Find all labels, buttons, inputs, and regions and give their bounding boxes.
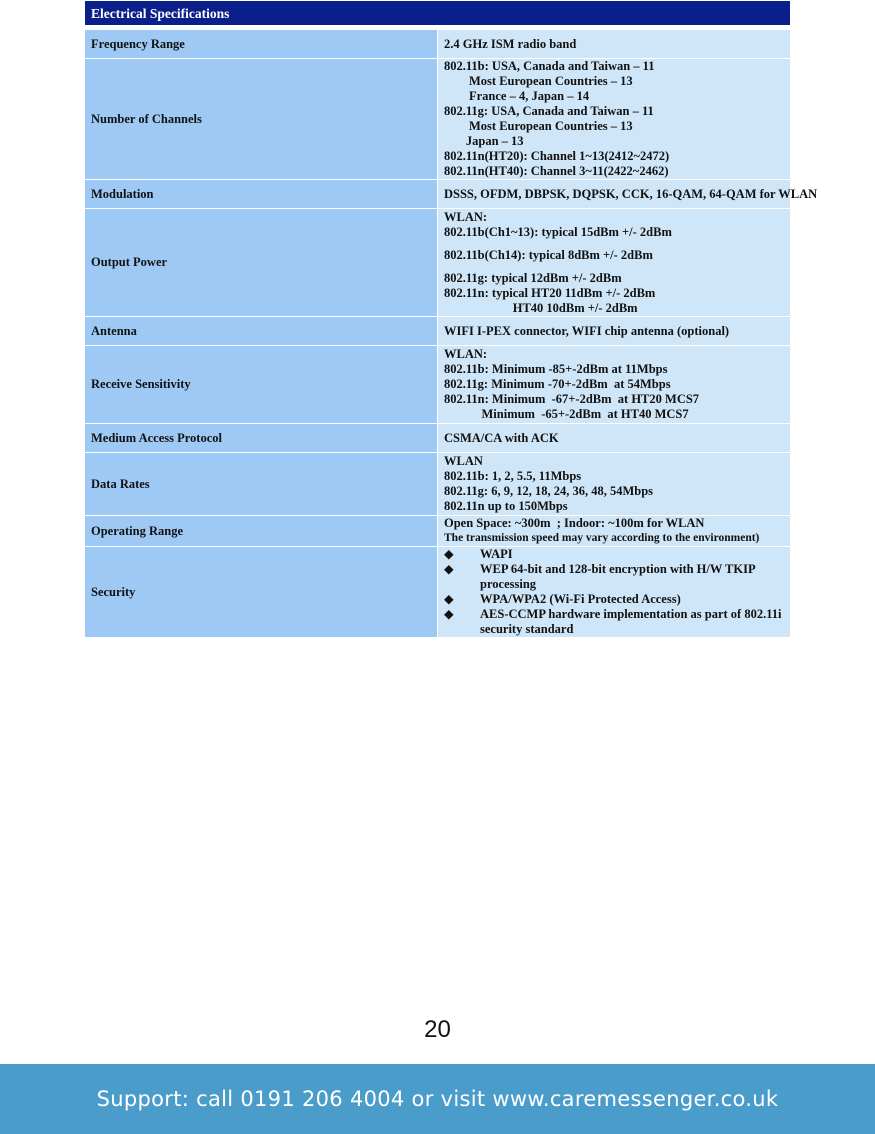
row-label: Security: [85, 547, 438, 638]
bullet-diamond-icon: ◆: [444, 607, 454, 621]
value-line: 2.4 GHz ISM radio band: [444, 36, 577, 51]
row-label: Receive Sensitivity: [85, 346, 438, 424]
electrical-specifications-table: [84, 0, 818, 638]
value-line: France – 4, Japan – 14: [444, 89, 590, 103]
page-number: 20: [424, 1016, 451, 1043]
value-line: WLAN: [444, 454, 483, 468]
row-label: Modulation: [85, 180, 438, 209]
list-item: [444, 592, 784, 607]
bullet-diamond-icon: ◆: [444, 592, 454, 606]
value-line: 802.11g: Minimum -70+-2dBm at 54Mbps: [444, 377, 671, 391]
bullet-diamond-icon: ◆: [444, 547, 454, 561]
table-row: [85, 453, 791, 516]
value-line: WIFI I-PEX connector, WIFI chip antenna (optional): [444, 323, 730, 338]
value-line: HT40 10dBm +/- 2dBm: [444, 300, 638, 315]
list-item: [444, 607, 784, 637]
table-row: [85, 317, 791, 346]
value-line: 802.11b(Ch14): typical 8dBm +/- 2dBm: [444, 247, 653, 262]
value-line: WLAN:: [444, 209, 488, 224]
table-row: [85, 180, 791, 209]
value-line: Japan – 13: [444, 134, 524, 148]
value-line: CSMA/CA with ACK: [444, 430, 559, 445]
bullet-text: AES-CCMP hardware implementation as part of 802.11i security standard: [480, 607, 782, 636]
row-value: [438, 30, 791, 59]
value-line: 802.11b(Ch1~13): typical 15dBm +/- 2dBm: [444, 224, 672, 239]
value-line: The transmission speed may vary according to the environment): [444, 532, 760, 544]
value-line: WLAN:: [444, 347, 488, 361]
row-label: Number of Channels: [85, 59, 438, 180]
row-label: Frequency Range: [85, 30, 438, 59]
support-text: Support: call 0191 206 4004 or visit www.caremessenger.co.uk: [96, 1087, 779, 1111]
bullet-diamond-icon: ◆: [444, 562, 454, 576]
value-line: 802.11n(HT20): Channel 1~13(2412~2472): [444, 149, 670, 163]
support-footer: [0, 1064, 875, 1134]
value-line: 802.11g: typical 12dBm +/- 2dBm: [444, 270, 622, 285]
value-line: 802.11n: Minimum -67+-2dBm at HT20 MCS7: [444, 392, 700, 406]
value-line: 802.11g: USA, Canada and Taiwan – 11: [444, 104, 654, 118]
table-title: Electrical Specifications: [85, 1, 791, 26]
table-row: [85, 59, 791, 180]
row-label: Output Power: [85, 209, 438, 317]
value-line: 802.11n: typical HT20 11dBm +/- 2dBm: [444, 285, 656, 300]
table-row: [85, 547, 791, 638]
row-value: [438, 317, 791, 346]
bullet-text: WEP 64-bit and 128-bit encryption with H/W TKIP processing: [480, 562, 755, 591]
value-line: Open Space: ~300m ; Indoor: ~100m for WLAN: [444, 516, 705, 530]
row-label: Data Rates: [85, 453, 438, 516]
table-row: [85, 516, 791, 547]
value-line: 802.11b: 1, 2, 5.5, 11Mbps: [444, 469, 582, 483]
row-value: [438, 180, 818, 209]
value-line: DSSS, OFDM, DBPSK, DQPSK, CCK, 16-QAM, 64-QAM for WLAN: [444, 186, 818, 201]
table-row: [85, 209, 791, 317]
row-value: [438, 547, 791, 638]
row-value: [438, 346, 791, 424]
value-line: Minimum -65+-2dBm at HT40 MCS7: [444, 407, 689, 421]
value-line: 802.11b: Minimum -85+-2dBm at 11Mbps: [444, 362, 668, 376]
value-line: 802.11n(HT40): Channel 3~11(2422~2462): [444, 164, 669, 178]
value-line: 802.11n up to 150Mbps: [444, 499, 568, 513]
row-label: Operating Range: [85, 516, 438, 547]
value-line: Most European Countries – 13: [444, 74, 633, 88]
value-line: 802.11g: 6, 9, 12, 18, 24, 36, 48, 54Mbps: [444, 484, 654, 498]
row-value: [438, 516, 791, 547]
list-item: [444, 562, 784, 592]
row-value: [438, 453, 791, 516]
row-value: [438, 209, 791, 317]
value-line: 802.11b: USA, Canada and Taiwan – 11: [444, 59, 655, 73]
value-line: Most European Countries – 13: [444, 119, 633, 133]
row-label: Medium Access Protocol: [85, 424, 438, 453]
bullet-text: WPA/WPA2 (Wi-Fi Protected Access): [480, 592, 681, 606]
bullet-text: WAPI: [480, 547, 513, 561]
row-label: Antenna: [85, 317, 438, 346]
table-row: [85, 424, 791, 453]
list-item: [444, 547, 784, 562]
row-value: [438, 424, 791, 453]
row-value: [438, 59, 791, 180]
table-row: [85, 346, 791, 424]
table-row: [85, 30, 791, 59]
